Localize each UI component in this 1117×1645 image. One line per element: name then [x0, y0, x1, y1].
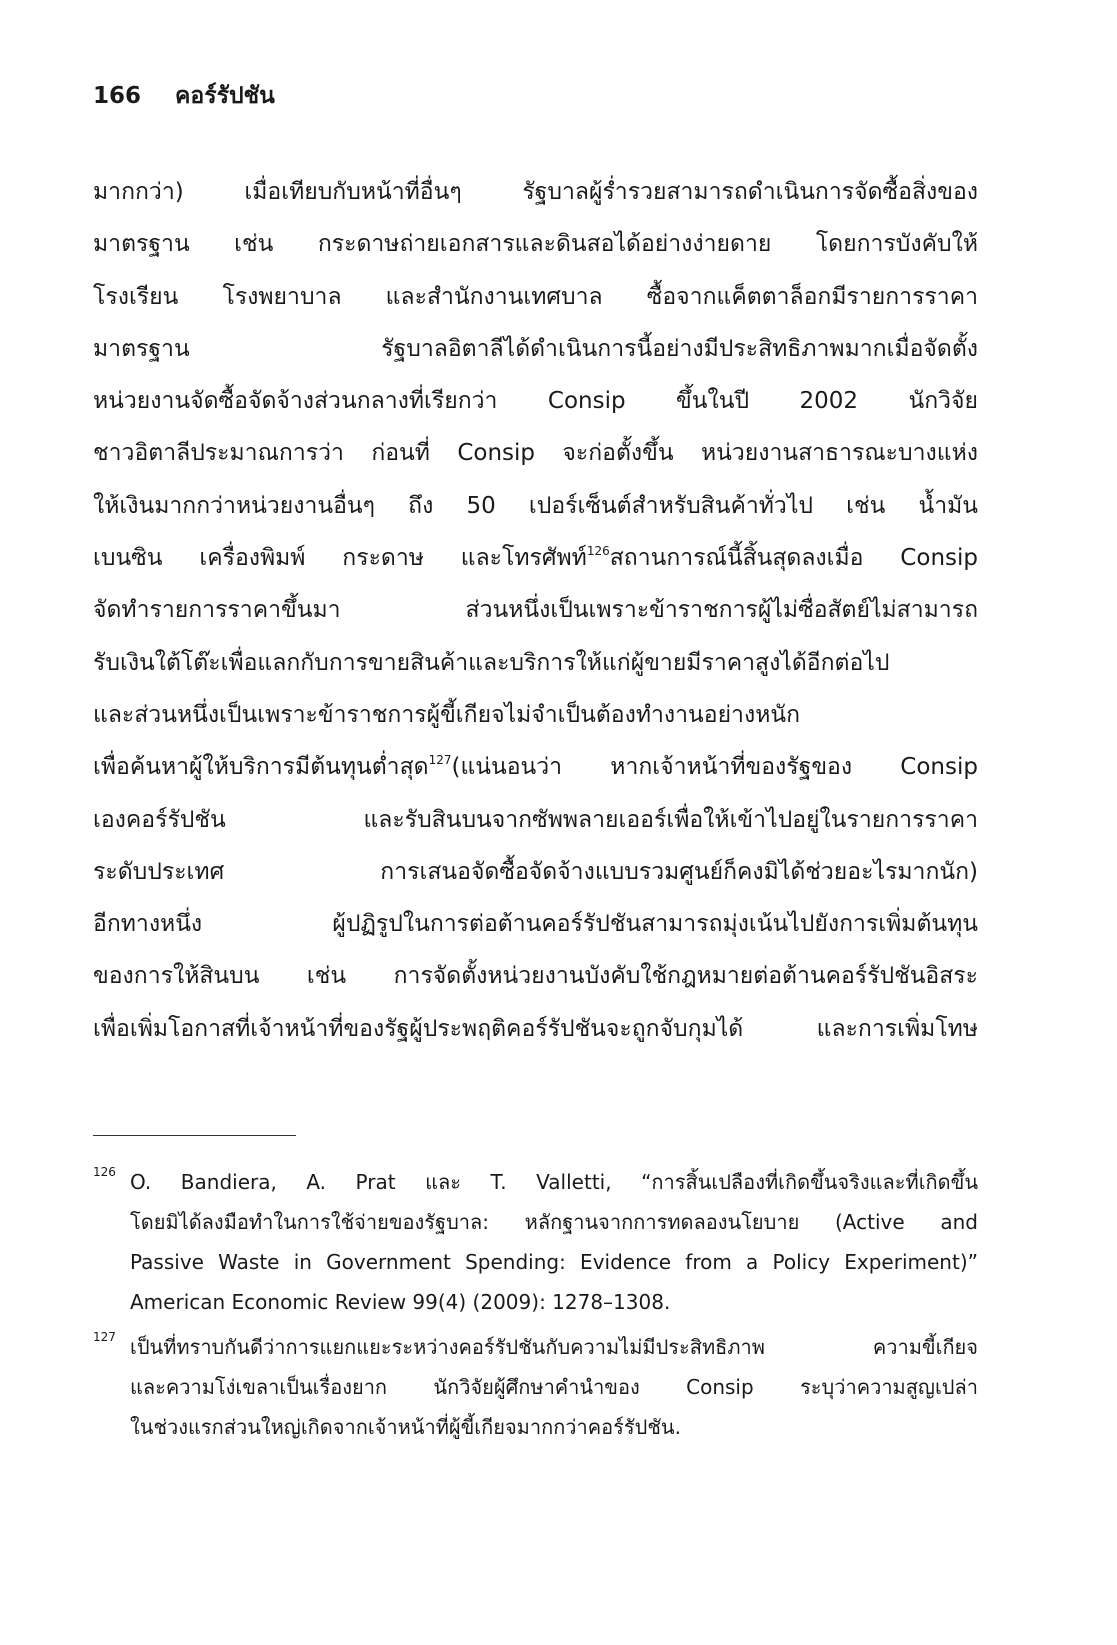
- footnote-126: [93, 1162, 978, 1322]
- text-line: มากกว่า) เมื่อเทียบกับหน้าที่อื่นๆ รัฐบาลผู้ร่ำรวยสามารถดำเนินการจัดซื้อสิ่งของ: [93, 179, 978, 205]
- footnote-line: ในช่วงแรกส่วนใหญ่เกิดจากเจ้าหน้าที่ผู้ขี้เกียจมากกว่าคอร์รัปชัน.: [130, 1415, 681, 1439]
- text-line: เพื่อค้นหาผู้ให้บริการมีต้นทุนต่ำสุด$^{127}$(แน่นอนว่า หากเจ้าหน้าที่ของรัฐของ Consip: [93, 753, 978, 781]
- text-line: เบนซิน เครื่องพิมพ์ กระดาษ และโทรศัพท์$^{126}$สถานการณ์นี้สิ้นสุดลงเมื่อ Consip: [93, 544, 978, 572]
- footnote-line: Passive Waste in Government Spending: Evidence from a Policy Experiment)”: [130, 1250, 978, 1274]
- footnote-line: และความโง่เขลาเป็นเรื่องยาก นักวิจัยผู้ศึกษาคำนำของ Consip ระบุว่าความสูญเปล่า: [130, 1375, 978, 1399]
- footnote-divider: [93, 1135, 296, 1136]
- footnote-reference: 126: [586, 544, 610, 559]
- footnote-text: [130, 1327, 978, 1447]
- footnote-127: [93, 1327, 978, 1447]
- text-line: และส่วนหนึ่งเป็นเพราะข้าราชการผู้ขี้เกียจไม่จำเป็นต้องทำงานอย่างหนัก: [93, 701, 801, 728]
- text-line: เองคอร์รัปชัน และรับสินบนจากซัพพลายเออร์เพื่อให้เข้าไปอยู่ในรายการราคา: [93, 806, 978, 833]
- footnote-line: O. Bandiera, A. Prat และ T. Valletti, “การสิ้นเปลืองที่เกิดขึ้นจริงและที่เกิดขึ้น: [130, 1170, 978, 1194]
- text-line: มาตรฐาน เช่น กระดาษถ่ายเอกสารและดินสอได้อย่างง่ายดาย โดยการบังคับให้: [93, 231, 978, 258]
- text-line: ระดับประเทศ การเสนอจัดซื้อจัดจ้างแบบรวมศูนย์ก็คงมิได้ช่วยอะไรมากนัก): [93, 858, 978, 885]
- text-line: มาตรฐาน รัฐบาลอิตาลีได้ดำเนินการนี้อย่างมีประสิทธิภาพมากเมื่อจัดตั้ง: [93, 335, 978, 362]
- text-line: ของการให้สินบน เช่น การจัดตั้งหน่วยงานบังคับใช้กฎหมายต่อต้านคอร์รัปชันอิสระ: [93, 963, 978, 990]
- text-line: เพื่อเพิ่มโอกาสที่เจ้าหน้าที่ของรัฐผู้ประพฤติคอร์รัปชันจะถูกจับกุมได้ และการเพิ่มโทษ: [93, 1015, 978, 1042]
- footnote-text: [130, 1162, 978, 1322]
- text-line: อีกทางหนึ่ง ผู้ปฏิรูปในการต่อต้านคอร์รัปชันสามารถมุ่งเน้นไปยังการเพิ่มต้นทุน: [93, 911, 978, 938]
- footnote-line: โดยมิได้ลงมือทำในการใช้จ่ายของรัฐบาล: หลักฐานจากการทดลองนโยบาย (Active and: [130, 1210, 978, 1234]
- text-line: ให้เงินมากกว่าหน่วยงานอื่นๆ ถึง 50 เปอร์เซ็นต์สำหรับสินค้าทั่วไป เช่น น้ำมัน: [93, 492, 978, 519]
- footnote-line: เป็นที่ทราบกันดีว่าการแยกแยะระหว่างคอร์รัปชันกับความไม่มีประสิทธิภาพ ความขี้เกียจ: [130, 1335, 978, 1359]
- running-title: คอร์รัปชัน: [175, 83, 275, 109]
- footnote-reference: 127: [428, 753, 452, 768]
- footnote-number: 126: [93, 1165, 116, 1179]
- text-line: จัดทำรายการราคาขึ้นมา ส่วนหนึ่งเป็นเพราะข้าราชการผู้ไม่ซื่อสัตย์ไม่สามารถ: [93, 597, 978, 624]
- page-number: 166: [93, 83, 142, 109]
- footnote-line: American Economic Review 99(4) (2009): 1278–1308.: [130, 1290, 671, 1314]
- main-text: [93, 166, 978, 1055]
- page-header: [93, 78, 275, 114]
- footnote-number: 127: [93, 1330, 116, 1344]
- text-line: ชาวอิตาลีประมาณการว่า ก่อนที่ Consip จะก่อตั้งขึ้น หน่วยงานสาธารณะบางแห่ง: [93, 440, 978, 467]
- text-line: หน่วยงานจัดซื้อจัดจ้างส่วนกลางที่เรียกว่า Consip ขึ้นในปี 2002 นักวิจัย: [93, 388, 978, 415]
- text-line: รับเงินใต้โต๊ะเพื่อแลกกับการขายสินค้าและบริการให้แก่ผู้ขายมีราคาสูงได้อีกต่อไป: [93, 649, 890, 676]
- text-line: โรงเรียน โรงพยาบาล และสำนักงานเทศบาล ซื้อจากแค็ตตาล็อกมีรายการราคา: [93, 283, 978, 310]
